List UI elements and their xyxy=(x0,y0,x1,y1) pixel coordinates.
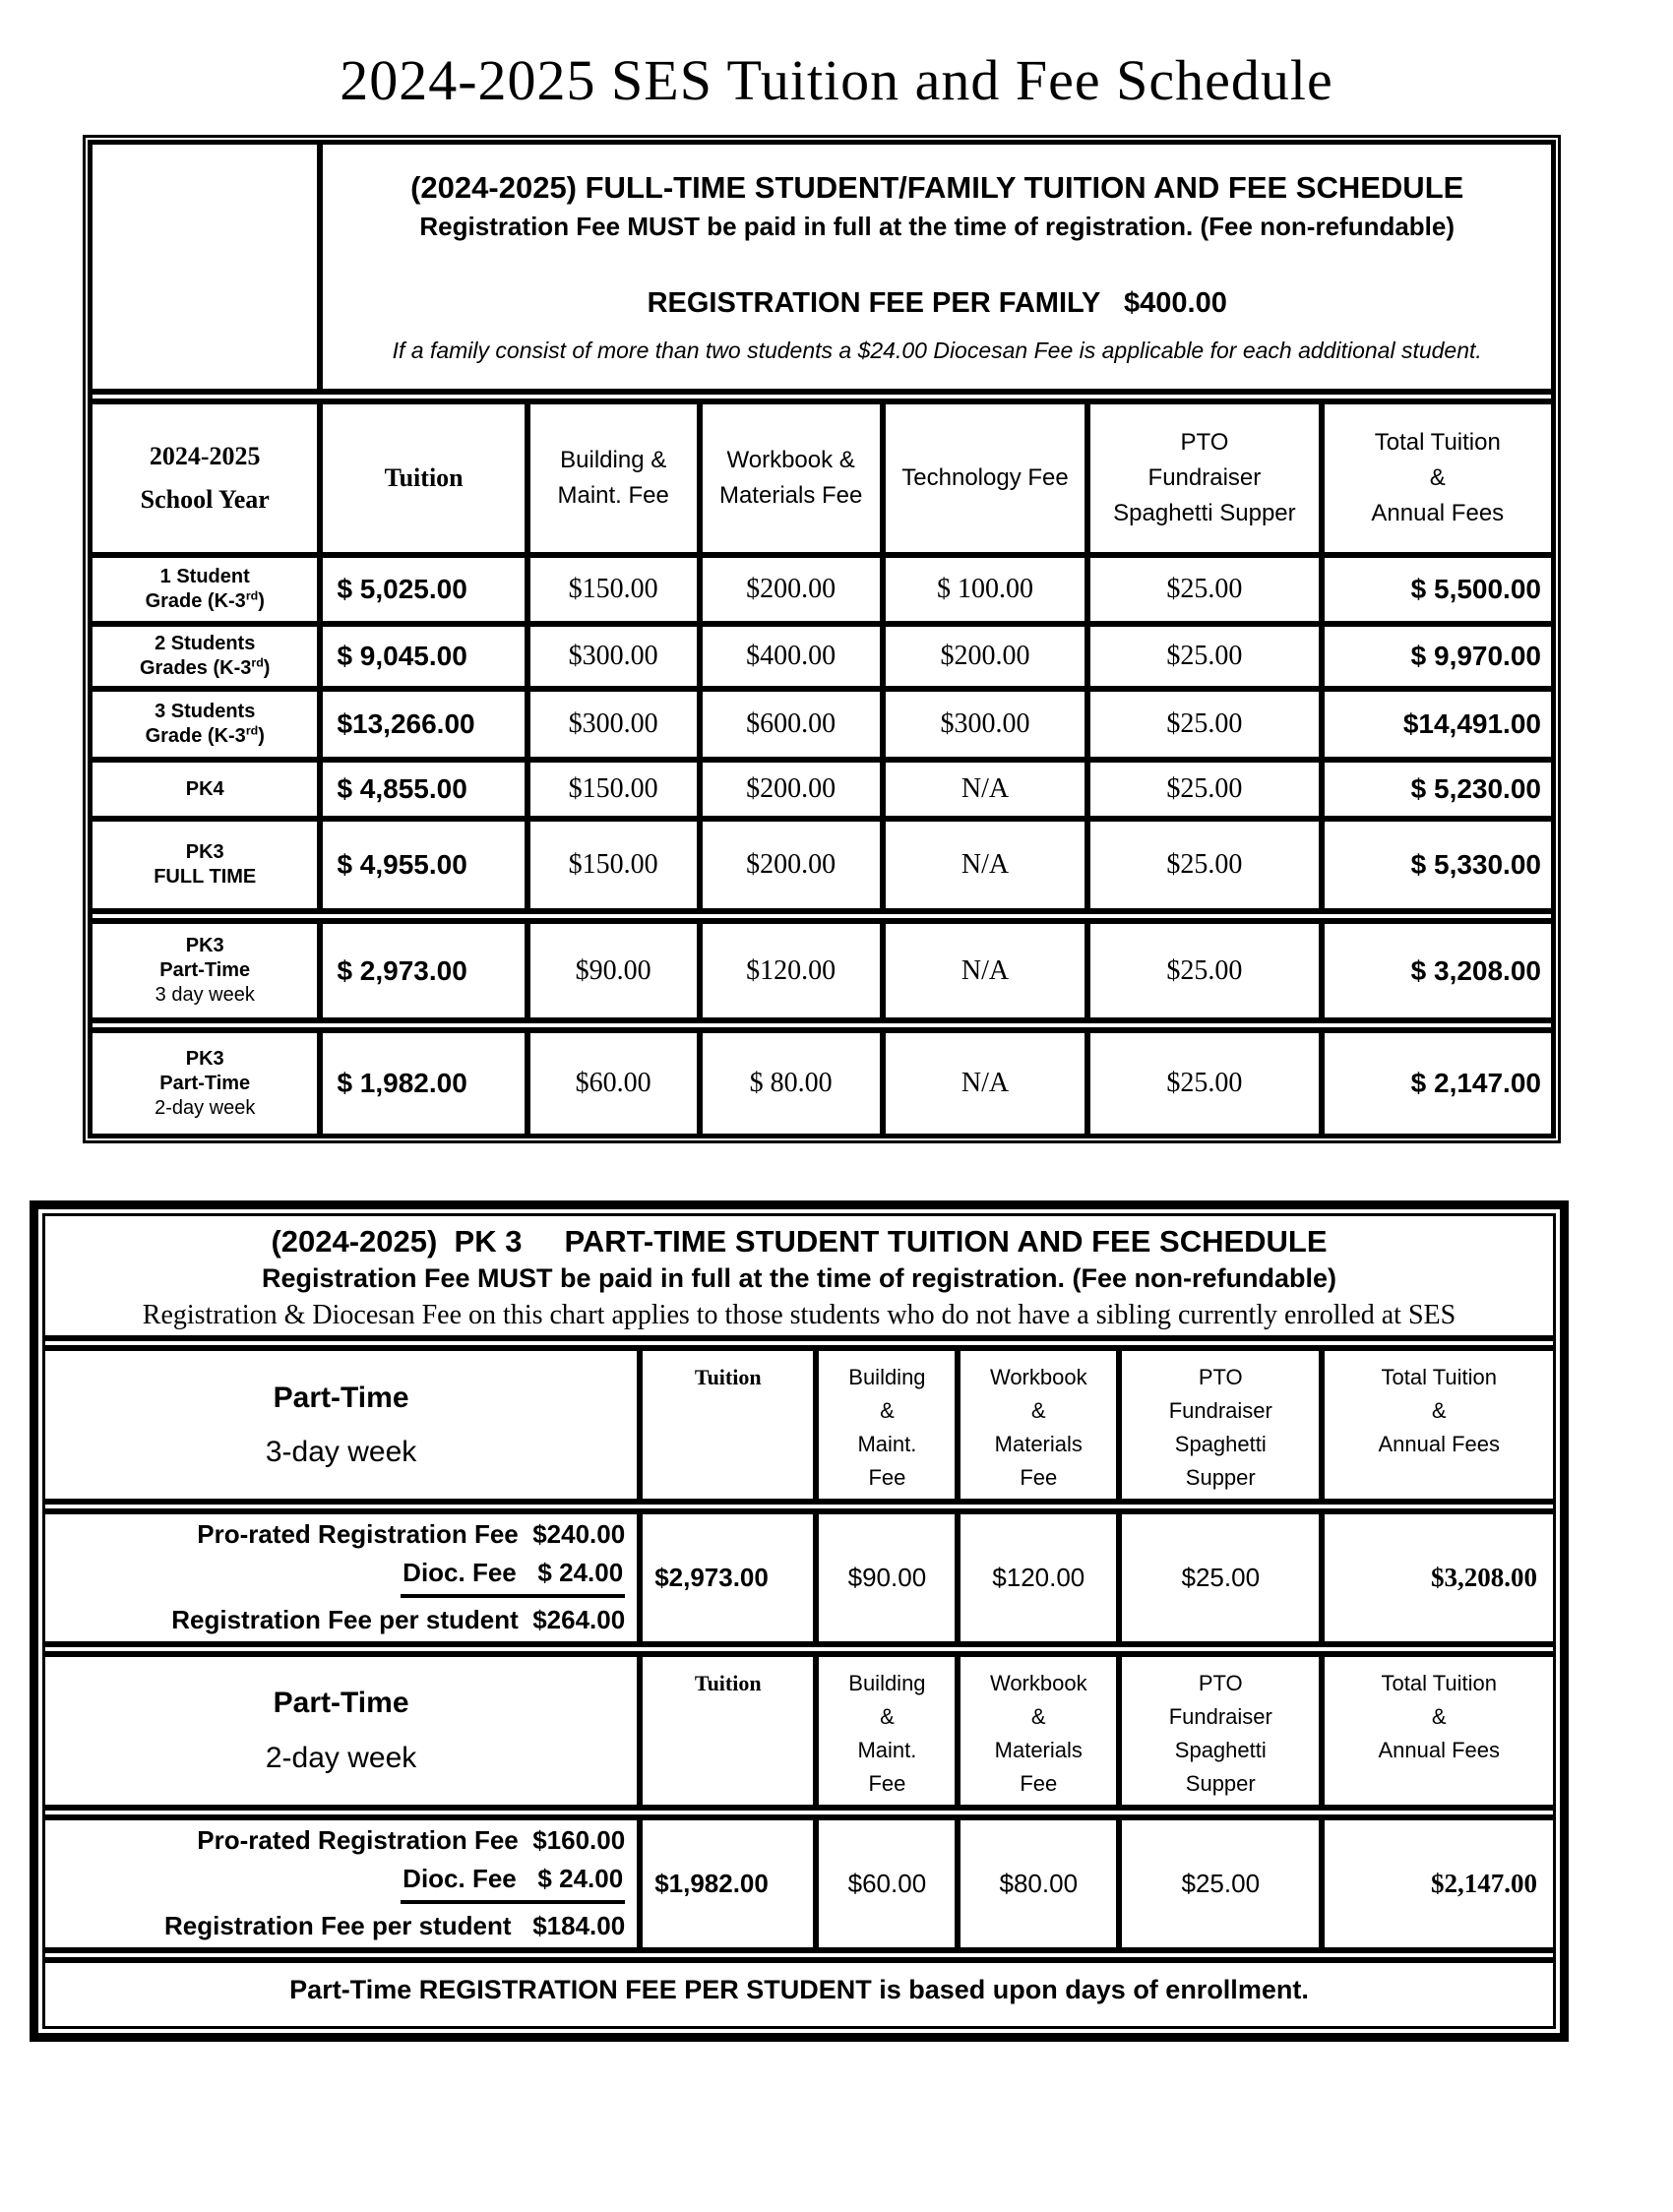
building-fee-value: $300.00 xyxy=(530,627,697,686)
column-header-total: Total Tuition & Annual Fees xyxy=(1325,1351,1553,1499)
part-time-table xyxy=(30,1200,1569,2042)
section-divider xyxy=(45,1647,1553,1651)
workbook-fee-value: $200.00 xyxy=(703,763,880,816)
full-time-header-subtitle: Registration Fee MUST be paid in full at the time of registration. (Fee non-refundable) xyxy=(419,211,1456,241)
section-divider xyxy=(93,395,1551,399)
pto-fee-value: $25.00 xyxy=(1090,692,1318,757)
column-header-pto: PTO Fundraiser Spaghetti Supper xyxy=(1122,1351,1319,1499)
pto-fee-value: $25.00 xyxy=(1090,924,1318,1017)
pto-fee-value: $25.00 xyxy=(1090,558,1318,621)
column-header-building: Building & Maint. Fee xyxy=(530,404,697,552)
workbook-fee-value: $200.00 xyxy=(703,558,880,621)
prorated-fee-line: Pro-rated Registration Fee $160.00 xyxy=(197,1825,626,1856)
full-time-header-title: (2024-2025) FULL-TIME STUDENT/FAMILY TUITION AND FEE SCHEDULE xyxy=(410,169,1464,205)
technology-fee-value: N/A xyxy=(886,763,1084,816)
total-value: $3,208.00 xyxy=(1325,1514,1553,1640)
workbook-fee-value: $120.00 xyxy=(703,924,880,1017)
section-divider xyxy=(45,1505,1553,1508)
pto-fee-value: $25.00 xyxy=(1090,763,1318,816)
section-divider xyxy=(93,1023,1551,1027)
tuition-value: $ 4,955.00 xyxy=(323,822,524,908)
pto-fee-value: $25.00 xyxy=(1090,822,1318,908)
tuition-value: $ 9,045.00 xyxy=(323,627,524,686)
workbook-fee-value: $120.00 xyxy=(960,1514,1116,1640)
pto-fee-value: $25.00 xyxy=(1090,1033,1318,1134)
total-value: $14,491.00 xyxy=(1325,692,1551,757)
column-header-pto: PTO Fundraiser Spaghetti Supper xyxy=(1122,1657,1319,1805)
building-fee-value: $90.00 xyxy=(530,924,697,1017)
building-fee-value: $90.00 xyxy=(819,1514,955,1640)
column-header-total: Total Tuition & Annual Fees xyxy=(1325,404,1551,552)
row-label: PK3 Part-Time 3 day week xyxy=(93,924,317,1017)
diocesan-fee-note: If a family consist of more than two students a $24.00 Diocesan Fee is applicable for each additional student. xyxy=(392,337,1482,363)
prorated-fee-line: Pro-rated Registration Fee $240.00 xyxy=(197,1519,626,1550)
total-value: $ 5,230.00 xyxy=(1325,763,1551,816)
total-value: $ 3,208.00 xyxy=(1325,924,1551,1017)
total-value: $ 5,330.00 xyxy=(1325,822,1551,908)
section-divider xyxy=(45,1811,1553,1814)
column-header-tuition: Tuition xyxy=(643,1657,813,1805)
tuition-value: $ 5,025.00 xyxy=(323,558,524,621)
section-divider xyxy=(45,1953,1553,1957)
workbook-fee-value: $400.00 xyxy=(703,627,880,686)
column-header-school-year: 2024-2025 School Year xyxy=(93,404,317,552)
workbook-fee-value: $80.00 xyxy=(960,1820,1116,1946)
tuition-value: $ 1,982.00 xyxy=(323,1033,524,1134)
row-label: 3 Students Grade (K-3rd) xyxy=(93,692,317,757)
building-fee-value: $60.00 xyxy=(530,1033,697,1134)
part-time-footer-note: Part-Time REGISTRATION FEE PER STUDENT is based upon days of enrollment. xyxy=(45,1963,1553,2026)
total-value: $ 5,500.00 xyxy=(1325,558,1551,621)
building-fee-value: $150.00 xyxy=(530,822,697,908)
part-time-header xyxy=(45,1216,1553,1335)
building-fee-value: $150.00 xyxy=(530,558,697,621)
building-fee-value: $60.00 xyxy=(819,1820,955,1946)
per-student-fee-line: Registration Fee per student $264.00 xyxy=(171,1604,626,1634)
diocesan-fee-line: Dioc. Fee $ 24.00 xyxy=(401,1555,625,1598)
column-header-workbook: Workbook & Materials Fee xyxy=(960,1657,1116,1805)
workbook-fee-value: $ 80.00 xyxy=(703,1033,880,1134)
total-value: $2,147.00 xyxy=(1325,1820,1553,1946)
workbook-fee-value: $600.00 xyxy=(703,692,880,757)
tuition-value: $1,982.00 xyxy=(643,1820,813,1946)
row-label: PK3 Part-Time 2-day week xyxy=(93,1033,317,1134)
total-value: $ 9,970.00 xyxy=(1325,627,1551,686)
technology-fee-value: $ 100.00 xyxy=(886,558,1084,621)
building-fee-value: $150.00 xyxy=(530,763,697,816)
technology-fee-value: N/A xyxy=(886,822,1084,908)
row-label: PK3 FULL TIME xyxy=(93,822,317,908)
column-header-building: Building & Maint. Fee xyxy=(819,1351,955,1499)
column-header-workbook: Workbook & Materials Fee xyxy=(703,404,880,552)
technology-fee-value: $300.00 xyxy=(886,692,1084,757)
full-time-table xyxy=(83,135,1561,1143)
per-student-fee-line: Registration Fee per student $184.00 xyxy=(164,1910,626,1940)
row-label: 1 Student Grade (K-3rd) xyxy=(93,558,317,621)
total-value: $ 2,147.00 xyxy=(1325,1033,1551,1134)
section-label-2-day: Part-Time 2-day week xyxy=(45,1657,637,1805)
pto-fee-value: $25.00 xyxy=(1122,1820,1319,1946)
column-header-tuition: Tuition xyxy=(323,404,524,552)
part-time-header-subtitle: Registration Fee MUST be paid in full at the time of registration. (Fee non-refundable) xyxy=(261,1263,1337,1293)
technology-fee-value: N/A xyxy=(886,1033,1084,1134)
section-label-3-day: Part-Time 3-day week xyxy=(45,1351,637,1499)
registration-fee-breakdown xyxy=(45,1820,637,1946)
workbook-fee-value: $200.00 xyxy=(703,822,880,908)
pto-fee-value: $25.00 xyxy=(1090,627,1318,686)
technology-fee-value: N/A xyxy=(886,924,1084,1017)
tuition-value: $ 4,855.00 xyxy=(323,763,524,816)
part-time-header-title: (2024-2025) PK 3 PART-TIME STUDENT TUITION AND FEE SCHEDULE xyxy=(271,1224,1328,1259)
section-divider xyxy=(93,914,1551,918)
registration-fee-line: REGISTRATION FEE PER FAMILY $400.00 xyxy=(647,286,1227,319)
pto-fee-value: $25.00 xyxy=(1122,1514,1319,1640)
column-header-pto: PTO Fundraiser Spaghetti Supper xyxy=(1090,404,1318,552)
tuition-value: $13,266.00 xyxy=(323,692,524,757)
technology-fee-value: $200.00 xyxy=(886,627,1084,686)
tuition-value: $ 2,973.00 xyxy=(323,924,524,1017)
column-header-technology: Technology Fee xyxy=(886,404,1084,552)
registration-fee-breakdown xyxy=(45,1514,637,1640)
column-header-building: Building & Maint. Fee xyxy=(819,1657,955,1805)
sibling-note: Registration & Diocesan Fee on this chart applies to those students who do not have a sibling currently enrolled at SES xyxy=(142,1300,1456,1330)
row-label: 2 Students Grades (K-3rd) xyxy=(93,627,317,686)
page-title: 2024-2025 SES Tuition and Fee Schedule xyxy=(340,48,1333,112)
building-fee-value: $300.00 xyxy=(530,692,697,757)
section-divider xyxy=(45,1341,1553,1345)
column-header-tuition: Tuition xyxy=(643,1351,813,1499)
column-header-workbook: Workbook & Materials Fee xyxy=(960,1351,1116,1499)
tuition-value: $2,973.00 xyxy=(643,1514,813,1640)
full-time-header xyxy=(323,145,1551,389)
full-time-header-empty-cell xyxy=(93,145,317,389)
column-header-total: Total Tuition & Annual Fees xyxy=(1325,1657,1553,1805)
row-label: PK4 xyxy=(93,763,317,816)
diocesan-fee-line: Dioc. Fee $ 24.00 xyxy=(401,1861,625,1904)
